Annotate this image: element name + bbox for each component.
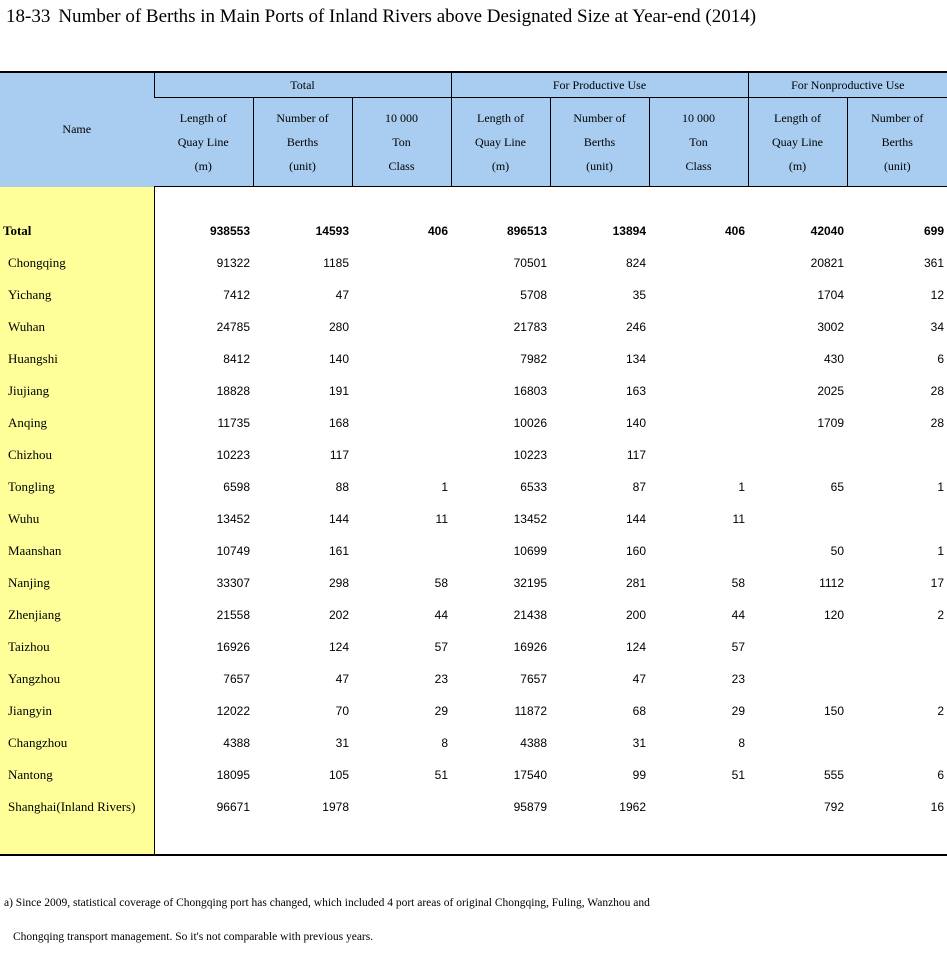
cell-total-ton-class: 8 bbox=[441, 736, 448, 750]
cell-productive-ton-class bbox=[649, 407, 748, 439]
cell-productive-ton-class bbox=[649, 343, 748, 375]
table-row bbox=[0, 439, 947, 471]
cell-nonproductive-length bbox=[748, 727, 847, 759]
header-productive-berths: Number of Berths (unit) bbox=[550, 98, 649, 187]
cell-total-berths: 70 bbox=[335, 704, 349, 718]
table-row bbox=[0, 663, 947, 695]
table-row bbox=[0, 311, 947, 343]
cell-productive-berths: 144 bbox=[625, 512, 646, 526]
cell-total-length: 96671 bbox=[216, 800, 250, 814]
cell-total-berths: 168 bbox=[328, 416, 349, 430]
header-nonproductive-berths: Number of Berths (unit) bbox=[847, 98, 947, 187]
cell-productive-berths: 99 bbox=[632, 768, 646, 782]
cell-nonproductive-berths: 1 bbox=[937, 480, 945, 494]
cell-total-length: 10749 bbox=[216, 544, 250, 558]
cell-productive-ton-class: 23 bbox=[731, 672, 746, 686]
cell-productive-ton-class: 57 bbox=[731, 640, 746, 654]
cell-total-length: 12022 bbox=[216, 704, 250, 718]
cell-total-berths: 117 bbox=[329, 448, 349, 462]
cell-nonproductive-berths: 17 bbox=[930, 576, 945, 590]
table-row bbox=[0, 567, 947, 599]
cell-productive-length: 11872 bbox=[514, 704, 547, 718]
cell-total-ton-class bbox=[352, 343, 451, 375]
cell-productive-ton-class: 29 bbox=[731, 704, 746, 718]
cell-total-ton-class: 57 bbox=[434, 640, 448, 654]
port-name: Changzhou bbox=[0, 727, 154, 759]
cell-nonproductive-length: 150 bbox=[823, 704, 845, 718]
cell-total-length: 24785 bbox=[216, 320, 250, 334]
cell-productive-ton-class: 51 bbox=[731, 768, 746, 782]
cell-nonproductive-berths: 34 bbox=[930, 320, 945, 334]
cell-productive-berths: 117 bbox=[626, 448, 646, 462]
cell-total-berths: 202 bbox=[328, 608, 349, 622]
cell-nonproductive-length: 50 bbox=[830, 544, 845, 558]
cell-total-ton-class: 406 bbox=[427, 224, 448, 238]
port-name: Jiujiang bbox=[0, 375, 154, 407]
cell-total-ton-class: 1 bbox=[441, 480, 448, 494]
cell-productive-length: 896513 bbox=[506, 224, 547, 238]
cell-productive-ton-class bbox=[649, 279, 748, 311]
cell-productive-ton-class bbox=[649, 439, 748, 471]
table-number: 18-33 bbox=[6, 6, 51, 27]
cell-productive-ton-class: 1 bbox=[738, 480, 746, 494]
cell-productive-berths: 140 bbox=[625, 416, 646, 430]
cell-productive-length: 10699 bbox=[513, 544, 547, 558]
cell-total-berths: 140 bbox=[328, 352, 349, 366]
cell-nonproductive-berths bbox=[847, 439, 947, 471]
cell-total-ton-class bbox=[352, 791, 451, 823]
cell-total-berths: 1978 bbox=[322, 800, 349, 814]
cell-nonproductive-length: 120 bbox=[823, 608, 845, 622]
header-group-productive: For Productive Use bbox=[451, 72, 748, 98]
cell-nonproductive-length bbox=[748, 503, 847, 535]
cell-total-ton-class: 44 bbox=[434, 608, 448, 622]
cell-productive-berths: 246 bbox=[625, 320, 646, 334]
cell-nonproductive-berths bbox=[847, 663, 947, 695]
port-name: Nantong bbox=[0, 759, 154, 791]
cell-nonproductive-berths: 699 bbox=[924, 224, 945, 238]
cell-total-berths: 88 bbox=[335, 480, 349, 494]
cell-nonproductive-length: 42040 bbox=[810, 224, 845, 238]
port-name: Huangshi bbox=[0, 343, 154, 375]
table-row bbox=[0, 343, 947, 375]
cell-nonproductive-berths: 2 bbox=[937, 608, 945, 622]
cell-total-length: 18095 bbox=[216, 768, 250, 782]
table-row bbox=[0, 535, 947, 567]
cell-nonproductive-length: 20821 bbox=[810, 256, 845, 270]
cell-nonproductive-length: 555 bbox=[823, 768, 845, 782]
cell-productive-berths: 35 bbox=[632, 288, 646, 302]
cell-productive-length: 16926 bbox=[513, 640, 547, 654]
cell-productive-length: 7657 bbox=[520, 672, 547, 686]
cell-productive-length: 17540 bbox=[513, 768, 547, 782]
table-row bbox=[0, 695, 947, 727]
footnote-line-2: Chongqing transport management. So it's not comparable with previous years. bbox=[13, 931, 374, 943]
cell-productive-ton-class bbox=[649, 375, 748, 407]
cell-total-length: 21558 bbox=[216, 608, 250, 622]
cell-total-length: 91322 bbox=[216, 256, 250, 270]
port-name: Zhenjiang bbox=[0, 599, 154, 631]
header-total-ton-class: 10 000 Ton Class bbox=[352, 98, 451, 187]
cell-total-berths: 47 bbox=[335, 672, 349, 686]
header-total-berths: Number of Berths (unit) bbox=[253, 98, 352, 187]
cell-productive-length: 70501 bbox=[513, 256, 547, 270]
cell-nonproductive-length bbox=[748, 439, 847, 471]
table-title: Number of Berths in Main Ports of Inland Rivers above Designated Size at Year-end (2014) bbox=[58, 6, 757, 27]
port-name: Tongling bbox=[0, 471, 154, 503]
port-name: Yangzhou bbox=[0, 663, 154, 695]
cell-total-berths: 280 bbox=[328, 320, 349, 334]
cell-nonproductive-berths: 6 bbox=[937, 352, 945, 366]
cell-nonproductive-length: 792 bbox=[823, 800, 845, 814]
cell-nonproductive-berths: 2 bbox=[937, 704, 945, 718]
cell-total-ton-class: 51 bbox=[434, 768, 448, 782]
header-row-groups bbox=[0, 72, 947, 98]
port-name: Nanjing bbox=[0, 567, 154, 599]
page-title bbox=[6, 6, 756, 28]
port-name: Anqing bbox=[0, 407, 154, 439]
cell-productive-length: 95879 bbox=[513, 800, 547, 814]
cell-total-length: 7412 bbox=[223, 288, 250, 302]
cell-nonproductive-berths: 12 bbox=[930, 288, 945, 302]
port-name: Shanghai(Inland Rivers) bbox=[0, 791, 154, 823]
cell-total-ton-class bbox=[352, 375, 451, 407]
cell-nonproductive-berths: 16 bbox=[930, 800, 945, 814]
header-total-length: Length of Quay Line (m) bbox=[154, 98, 253, 187]
spacer-row bbox=[0, 187, 947, 216]
cell-productive-length: 13452 bbox=[513, 512, 547, 526]
cell-total-length: 18828 bbox=[216, 384, 250, 398]
cell-nonproductive-length: 65 bbox=[830, 480, 845, 494]
cell-total-ton-class: 58 bbox=[434, 576, 448, 590]
berths-table bbox=[0, 71, 947, 856]
cell-total-berths: 1185 bbox=[323, 256, 349, 270]
cell-nonproductive-berths bbox=[847, 727, 947, 759]
cell-nonproductive-berths: 28 bbox=[930, 384, 945, 398]
table-row bbox=[0, 471, 947, 503]
cell-nonproductive-berths bbox=[847, 631, 947, 663]
cell-total-ton-class bbox=[352, 279, 451, 311]
cell-productive-ton-class bbox=[649, 535, 748, 567]
cell-nonproductive-length: 1112 bbox=[819, 576, 845, 590]
cell-total-length: 7657 bbox=[223, 672, 250, 686]
cell-productive-length: 6533 bbox=[520, 480, 547, 494]
header-name: Name bbox=[0, 72, 154, 187]
cell-productive-berths: 13894 bbox=[612, 224, 646, 238]
cell-productive-ton-class: 11 bbox=[732, 512, 746, 526]
cell-productive-berths: 281 bbox=[625, 576, 646, 590]
cell-total-berths: 105 bbox=[328, 768, 349, 782]
table-row bbox=[0, 247, 947, 279]
table-row bbox=[0, 279, 947, 311]
cell-nonproductive-length: 430 bbox=[823, 352, 845, 366]
header-nonproductive-length: Length of Quay Line (m) bbox=[748, 98, 847, 187]
cell-productive-berths: 1962 bbox=[619, 800, 646, 814]
cell-nonproductive-length: 1709 bbox=[817, 416, 845, 430]
cell-productive-length: 4388 bbox=[520, 736, 547, 750]
cell-total-ton-class bbox=[352, 407, 451, 439]
cell-productive-length: 10026 bbox=[513, 416, 547, 430]
cell-productive-berths: 68 bbox=[632, 704, 646, 718]
cell-productive-ton-class bbox=[649, 311, 748, 343]
cell-total-berths: 14593 bbox=[315, 224, 349, 238]
cell-total-berths: 47 bbox=[335, 288, 349, 302]
port-name: Jiangyin bbox=[0, 695, 154, 727]
table-row bbox=[0, 759, 947, 791]
cell-productive-berths: 134 bbox=[625, 352, 646, 366]
cell-productive-berths: 87 bbox=[632, 480, 646, 494]
table-row bbox=[0, 407, 947, 439]
cell-nonproductive-length bbox=[748, 663, 847, 695]
cell-total-length: 8412 bbox=[223, 352, 250, 366]
table-row bbox=[0, 791, 947, 823]
port-name: Wuhu bbox=[0, 503, 154, 535]
cell-nonproductive-length: 3002 bbox=[817, 320, 845, 334]
cell-total-berths: 298 bbox=[328, 576, 349, 590]
cell-total-ton-class bbox=[352, 311, 451, 343]
port-name: Taizhou bbox=[0, 631, 154, 663]
footnote bbox=[4, 897, 650, 943]
cell-productive-ton-class: 8 bbox=[738, 736, 746, 750]
cell-productive-berths: 824 bbox=[625, 256, 646, 270]
cell-total-length: 16926 bbox=[216, 640, 250, 654]
cell-productive-ton-class: 406 bbox=[724, 224, 746, 238]
cell-productive-ton-class: 44 bbox=[731, 608, 746, 622]
cell-productive-berths: 160 bbox=[625, 544, 646, 558]
port-name: Yichang bbox=[0, 279, 154, 311]
table-row bbox=[0, 727, 947, 759]
cell-nonproductive-berths bbox=[847, 503, 947, 535]
cell-total-berths: 144 bbox=[328, 512, 349, 526]
cell-nonproductive-length: 2025 bbox=[817, 384, 845, 398]
cell-productive-ton-class bbox=[649, 791, 748, 823]
cell-total-ton-class bbox=[352, 535, 451, 567]
cell-total-length: 4388 bbox=[223, 736, 250, 750]
cell-total-length: 11735 bbox=[217, 416, 250, 430]
cell-total-ton-class: 29 bbox=[434, 704, 448, 718]
table-row bbox=[0, 599, 947, 631]
port-name: Total bbox=[0, 215, 154, 247]
cell-nonproductive-berths: 1 bbox=[937, 544, 945, 558]
cell-productive-length: 10223 bbox=[513, 448, 547, 462]
table-body bbox=[0, 187, 947, 856]
cell-total-ton-class: 11 bbox=[435, 512, 448, 526]
port-name: Chizhou bbox=[0, 439, 154, 471]
cell-productive-length: 16803 bbox=[513, 384, 547, 398]
cell-productive-berths: 163 bbox=[625, 384, 646, 398]
table-row bbox=[0, 631, 947, 663]
cell-productive-berths: 124 bbox=[625, 640, 646, 654]
cell-total-ton-class bbox=[352, 439, 451, 471]
cell-nonproductive-length: 1704 bbox=[817, 288, 845, 302]
cell-productive-length: 21783 bbox=[513, 320, 547, 334]
cell-productive-berths: 47 bbox=[632, 672, 646, 686]
cell-productive-ton-class bbox=[649, 247, 748, 279]
header-productive-length: Length of Quay Line (m) bbox=[451, 98, 550, 187]
cell-nonproductive-berths: 361 bbox=[924, 256, 945, 270]
cell-total-berths: 161 bbox=[328, 544, 349, 558]
cell-nonproductive-length bbox=[748, 631, 847, 663]
total-row bbox=[0, 215, 947, 247]
table-row bbox=[0, 503, 947, 535]
header-group-nonproductive: For Nonproductive Use bbox=[748, 72, 947, 98]
cell-productive-length: 5708 bbox=[520, 288, 547, 302]
header-productive-ton-class: 10 000 Ton Class bbox=[649, 98, 748, 187]
cell-productive-berths: 200 bbox=[625, 608, 646, 622]
cell-productive-length: 7982 bbox=[520, 352, 547, 366]
footnote-line-1: a) Since 2009, statistical coverage of Chongqing port has changed, which included 4 port areas of original Chongqing, Fuling, Wanzhou and bbox=[4, 897, 650, 909]
end-row bbox=[0, 823, 947, 855]
port-name: Chongqing bbox=[0, 247, 154, 279]
table-row bbox=[0, 375, 947, 407]
port-name: Wuhan bbox=[0, 311, 154, 343]
cell-nonproductive-berths: 28 bbox=[930, 416, 945, 430]
cell-productive-ton-class: 58 bbox=[731, 576, 746, 590]
cell-total-ton-class: 23 bbox=[434, 672, 448, 686]
cell-total-length: 10223 bbox=[216, 448, 250, 462]
cell-total-berths: 31 bbox=[335, 736, 349, 750]
cell-total-ton-class bbox=[352, 247, 451, 279]
cell-total-length: 938553 bbox=[209, 224, 250, 238]
cell-productive-length: 32195 bbox=[513, 576, 547, 590]
cell-total-berths: 124 bbox=[328, 640, 349, 654]
cell-total-berths: 191 bbox=[328, 384, 349, 398]
header-group-total: Total bbox=[154, 72, 451, 98]
port-name: Maanshan bbox=[0, 535, 154, 567]
cell-total-length: 33307 bbox=[216, 576, 250, 590]
cell-total-length: 6598 bbox=[223, 480, 250, 494]
cell-productive-length: 21438 bbox=[513, 608, 547, 622]
cell-nonproductive-berths: 6 bbox=[937, 768, 945, 782]
cell-total-length: 13452 bbox=[216, 512, 250, 526]
cell-productive-berths: 31 bbox=[632, 736, 646, 750]
